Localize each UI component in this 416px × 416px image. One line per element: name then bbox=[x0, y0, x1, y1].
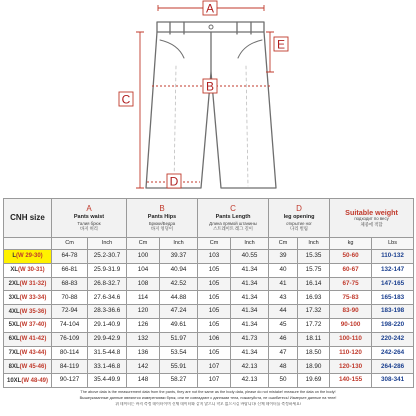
size-chart-table bbox=[3, 198, 414, 388]
measure-cell: 18.90 bbox=[298, 360, 330, 374]
size-range: (W 48-49) bbox=[21, 377, 48, 384]
label-d: D bbox=[169, 174, 179, 189]
size-range: (W 29-30) bbox=[16, 253, 43, 260]
measure-cell: 16.14 bbox=[298, 277, 330, 291]
measure-cell: 15.75 bbox=[298, 263, 330, 277]
column-letter: B bbox=[159, 204, 165, 214]
measure-cell: 41.34 bbox=[231, 291, 269, 305]
measure-cell: 64-78 bbox=[52, 249, 88, 263]
unit-cell: Cm bbox=[52, 238, 88, 250]
measure-cell: 84-119 bbox=[52, 360, 88, 374]
measure-cell: 48 bbox=[269, 360, 298, 374]
column-title-en: Pants Hips bbox=[147, 214, 177, 221]
measure-cell: 68-83 bbox=[52, 277, 88, 291]
column-letter: A bbox=[86, 204, 92, 214]
measure-cell: 126 bbox=[127, 318, 160, 332]
column-header-waist bbox=[52, 199, 127, 238]
measure-cell: 47 bbox=[269, 346, 298, 360]
measure-cell: 114 bbox=[127, 291, 160, 305]
unit-cell: Inch bbox=[88, 238, 127, 250]
unit-cell: Inch bbox=[231, 238, 269, 250]
weight-lbs-cell: 165-183 bbox=[372, 291, 414, 305]
measure-cell: 80-114 bbox=[52, 346, 88, 360]
measure-cell: 108 bbox=[127, 277, 160, 291]
table-row bbox=[4, 291, 414, 305]
unit-cell: Inch bbox=[160, 238, 198, 250]
measure-cell: 106 bbox=[198, 332, 231, 346]
unit-cell: Lbs bbox=[372, 238, 414, 250]
column-title-kr: 바지 허리 bbox=[80, 225, 98, 231]
weight-lbs-cell: 264-286 bbox=[372, 360, 414, 374]
measure-cell: 35.4-49.9 bbox=[88, 374, 127, 388]
column-letter: C bbox=[230, 204, 236, 214]
measure-cell: 70-88 bbox=[52, 291, 88, 305]
note-kr: 위 데이터는 바지 측정 데이터이며 신체 데이터와 같지 않으니 착오 없으시길 바랍니다! 신체 데이터를 측정하세요! bbox=[115, 401, 301, 406]
measure-cell: 105 bbox=[198, 263, 231, 277]
measure-cell: 28.3-36.6 bbox=[88, 305, 127, 319]
column-title-ru: Брюки/Бедра bbox=[148, 220, 176, 226]
table-row bbox=[4, 318, 414, 332]
measure-cell: 136 bbox=[127, 346, 160, 360]
weight-kg-cell: 50-60 bbox=[330, 249, 372, 263]
table-row bbox=[4, 277, 414, 291]
size-cell bbox=[4, 277, 52, 291]
weight-kg-cell: 67-75 bbox=[330, 277, 372, 291]
size-range: (W 37-40) bbox=[19, 322, 47, 329]
size-label: 3XL bbox=[8, 294, 20, 301]
measure-cell: 41.34 bbox=[231, 305, 269, 319]
measure-cell: 41.34 bbox=[231, 263, 269, 277]
weight-lbs-cell: 308-341 bbox=[372, 374, 414, 388]
measure-cell: 105 bbox=[198, 318, 231, 332]
weight-kg-cell: 75-83 bbox=[330, 291, 372, 305]
size-range: (W 41-42) bbox=[19, 336, 47, 343]
measure-cell: 41.34 bbox=[231, 277, 269, 291]
measure-cell: 51.97 bbox=[160, 332, 198, 346]
measure-cell: 17.32 bbox=[298, 305, 330, 319]
size-label: 8XL bbox=[8, 363, 20, 370]
weight-lbs-cell: 242-264 bbox=[372, 346, 414, 360]
measure-cell: 90-127 bbox=[52, 374, 88, 388]
weight-lbs-cell: 220-242 bbox=[372, 332, 414, 346]
measure-cell: 107 bbox=[198, 360, 231, 374]
unit-cell: Cm bbox=[127, 238, 160, 250]
measure-cell: 26.8-32.7 bbox=[88, 277, 127, 291]
weight-kg-cell: 110-120 bbox=[330, 346, 372, 360]
unit-cell: Cm bbox=[198, 238, 231, 250]
size-range: (W 43-44) bbox=[19, 349, 47, 356]
weight-lbs-cell: 110-132 bbox=[372, 249, 414, 263]
column-header-length bbox=[198, 199, 269, 238]
size-label: 5XL bbox=[8, 322, 20, 329]
measure-cell: 19.69 bbox=[298, 374, 330, 388]
measure-cell: 33.1-46.8 bbox=[88, 360, 127, 374]
measure-cell: 27.6-34.6 bbox=[88, 291, 127, 305]
column-title-en: Pants waist bbox=[73, 214, 105, 221]
column-title-ru: открытие ног bbox=[286, 220, 312, 226]
measure-cell: 39 bbox=[269, 249, 298, 263]
measure-cell: 42.13 bbox=[231, 374, 269, 388]
table-row bbox=[4, 346, 414, 360]
size-label: XL bbox=[10, 267, 18, 274]
size-range: (W 33-34) bbox=[19, 294, 47, 301]
size-cell bbox=[4, 249, 52, 263]
size-cell bbox=[4, 263, 52, 277]
measure-cell: 50 bbox=[269, 374, 298, 388]
measure-cell: 105 bbox=[198, 305, 231, 319]
measure-cell: 40 bbox=[269, 263, 298, 277]
measure-cell: 120 bbox=[127, 305, 160, 319]
table-row bbox=[4, 305, 414, 319]
measure-cell: 41.34 bbox=[231, 318, 269, 332]
column-title-en: leg opening bbox=[283, 214, 315, 221]
size-cell bbox=[4, 332, 52, 346]
units-size-cell bbox=[4, 238, 52, 250]
measure-cell: 105 bbox=[198, 277, 231, 291]
table-row bbox=[4, 249, 414, 263]
measure-cell: 105 bbox=[198, 346, 231, 360]
weight-lbs-cell: 183-198 bbox=[372, 305, 414, 319]
label-b: B bbox=[205, 79, 215, 94]
measure-cell: 16.93 bbox=[298, 291, 330, 305]
table-row bbox=[4, 332, 414, 346]
table-header-row bbox=[4, 199, 414, 238]
measure-cell: 15.35 bbox=[298, 249, 330, 263]
note-ru: Вышеуказанные данные являются измерениями брюк, они не совпадают с данными тела, пожалуйста, не ошибитесь! Измерьте данные на теле! bbox=[79, 395, 337, 400]
weight-kg-cell: 60-67 bbox=[330, 263, 372, 277]
measure-cell: 53.54 bbox=[160, 346, 198, 360]
measure-cell: 41.73 bbox=[231, 332, 269, 346]
size-label: L bbox=[12, 253, 16, 260]
size-label: 10XL bbox=[6, 377, 22, 384]
column-title-ru: Талия брюк bbox=[77, 220, 101, 226]
measure-cell: 45 bbox=[269, 318, 298, 332]
measurement-note bbox=[3, 390, 413, 414]
measure-cell: 41.34 bbox=[231, 346, 269, 360]
size-column-header: CNH size bbox=[4, 199, 52, 238]
label-a: A bbox=[205, 1, 215, 16]
measure-cell: 40.94 bbox=[160, 263, 198, 277]
table-units-row bbox=[4, 238, 414, 250]
weight-lbs-cell: 147-165 bbox=[372, 277, 414, 291]
pants-waistband bbox=[157, 22, 264, 32]
weight-kg-cell: 90-100 bbox=[330, 318, 372, 332]
weight-lbs-cell: 132-147 bbox=[372, 263, 414, 277]
unit-cell: Cm bbox=[269, 238, 298, 250]
size-cell bbox=[4, 346, 52, 360]
column-header-hips bbox=[127, 199, 198, 238]
measure-cell: 42.13 bbox=[231, 360, 269, 374]
pants-measurement-diagram bbox=[0, 0, 416, 194]
measure-cell: 104 bbox=[127, 263, 160, 277]
measure-cell: 29.9-42.9 bbox=[88, 332, 127, 346]
measure-cell: 43 bbox=[269, 291, 298, 305]
measure-cell: 44 bbox=[269, 305, 298, 319]
measure-cell: 42.52 bbox=[160, 277, 198, 291]
size-label: 7XL bbox=[8, 349, 20, 356]
column-title-kr: 바지 엉덩이 bbox=[151, 225, 173, 231]
unit-cell: kg bbox=[330, 238, 372, 250]
measure-cell: 40.55 bbox=[231, 249, 269, 263]
measure-cell: 41 bbox=[269, 277, 298, 291]
size-range: (W 35-36) bbox=[19, 308, 47, 315]
measure-cell: 17.72 bbox=[298, 318, 330, 332]
column-title-kr: 다리 벌림 bbox=[290, 225, 308, 231]
measure-cell: 132 bbox=[127, 332, 160, 346]
label-e: E bbox=[276, 37, 286, 52]
measure-cell: 66-81 bbox=[52, 263, 88, 277]
table-row bbox=[4, 374, 414, 388]
size-range: (W 45-46) bbox=[19, 363, 47, 370]
column-header-weight bbox=[330, 199, 414, 238]
size-range: (W 31-32) bbox=[19, 280, 47, 287]
column-title-ru: подходит по весу bbox=[354, 216, 389, 222]
size-cell bbox=[4, 305, 52, 319]
measure-cell: 74-104 bbox=[52, 318, 88, 332]
size-range: (W 30-31) bbox=[18, 267, 45, 274]
weight-kg-cell: 120-130 bbox=[330, 360, 372, 374]
size-cell bbox=[4, 291, 52, 305]
column-header-leg-opening bbox=[269, 199, 330, 238]
column-title-en: Suitable weight bbox=[345, 208, 398, 218]
measure-cell: 25.9-31.9 bbox=[88, 263, 127, 277]
size-cell bbox=[4, 374, 52, 388]
weight-kg-cell: 140-155 bbox=[330, 374, 372, 388]
measure-cell: 49.61 bbox=[160, 318, 198, 332]
measure-cell: 44.88 bbox=[160, 291, 198, 305]
size-label: 4XL bbox=[8, 308, 20, 315]
measure-cell: 58.27 bbox=[160, 374, 198, 388]
measure-cell: 105 bbox=[198, 291, 231, 305]
measure-cell: 76-109 bbox=[52, 332, 88, 346]
weight-kg-cell: 83-90 bbox=[330, 305, 372, 319]
weight-lbs-cell: 198-220 bbox=[372, 318, 414, 332]
size-label: 6XL bbox=[8, 336, 20, 343]
pants-button bbox=[209, 25, 213, 29]
measure-cell: 46 bbox=[269, 332, 298, 346]
column-title-en: Pants Length bbox=[215, 214, 251, 221]
column-title-kr: 체중에 적합 bbox=[360, 221, 383, 227]
measure-cell: 31.5-44.8 bbox=[88, 346, 127, 360]
column-title-kr: 스트레이트 레그 길이 bbox=[213, 225, 253, 231]
table-row bbox=[4, 263, 414, 277]
measure-cell: 18.50 bbox=[298, 346, 330, 360]
unit-cell: Inch bbox=[298, 238, 330, 250]
label-c: C bbox=[121, 92, 131, 107]
measure-cell: 100 bbox=[127, 249, 160, 263]
measure-cell: 72-94 bbox=[52, 305, 88, 319]
measure-cell: 25.2-30.7 bbox=[88, 249, 127, 263]
measure-cell: 39.37 bbox=[160, 249, 198, 263]
size-cell bbox=[4, 318, 52, 332]
weight-kg-cell: 100-110 bbox=[330, 332, 372, 346]
size-cell bbox=[4, 360, 52, 374]
measure-cell: 55.91 bbox=[160, 360, 198, 374]
measure-cell: 142 bbox=[127, 360, 160, 374]
measure-cell: 18.11 bbox=[298, 332, 330, 346]
measure-cell: 107 bbox=[198, 374, 231, 388]
measure-cell: 47.24 bbox=[160, 305, 198, 319]
measure-cell: 148 bbox=[127, 374, 160, 388]
size-label: 2XL bbox=[8, 280, 20, 287]
measure-cell: 29.1-40.9 bbox=[88, 318, 127, 332]
column-title-ru: Длина прямой штанины bbox=[209, 220, 257, 226]
column-letter: D bbox=[296, 204, 302, 214]
note-en: The above data is the measurement data from the pants, they are not the same as the body data, please do not mistake! measure the data on the body! bbox=[80, 390, 336, 394]
table-row bbox=[4, 360, 414, 374]
measure-cell: 103 bbox=[198, 249, 231, 263]
